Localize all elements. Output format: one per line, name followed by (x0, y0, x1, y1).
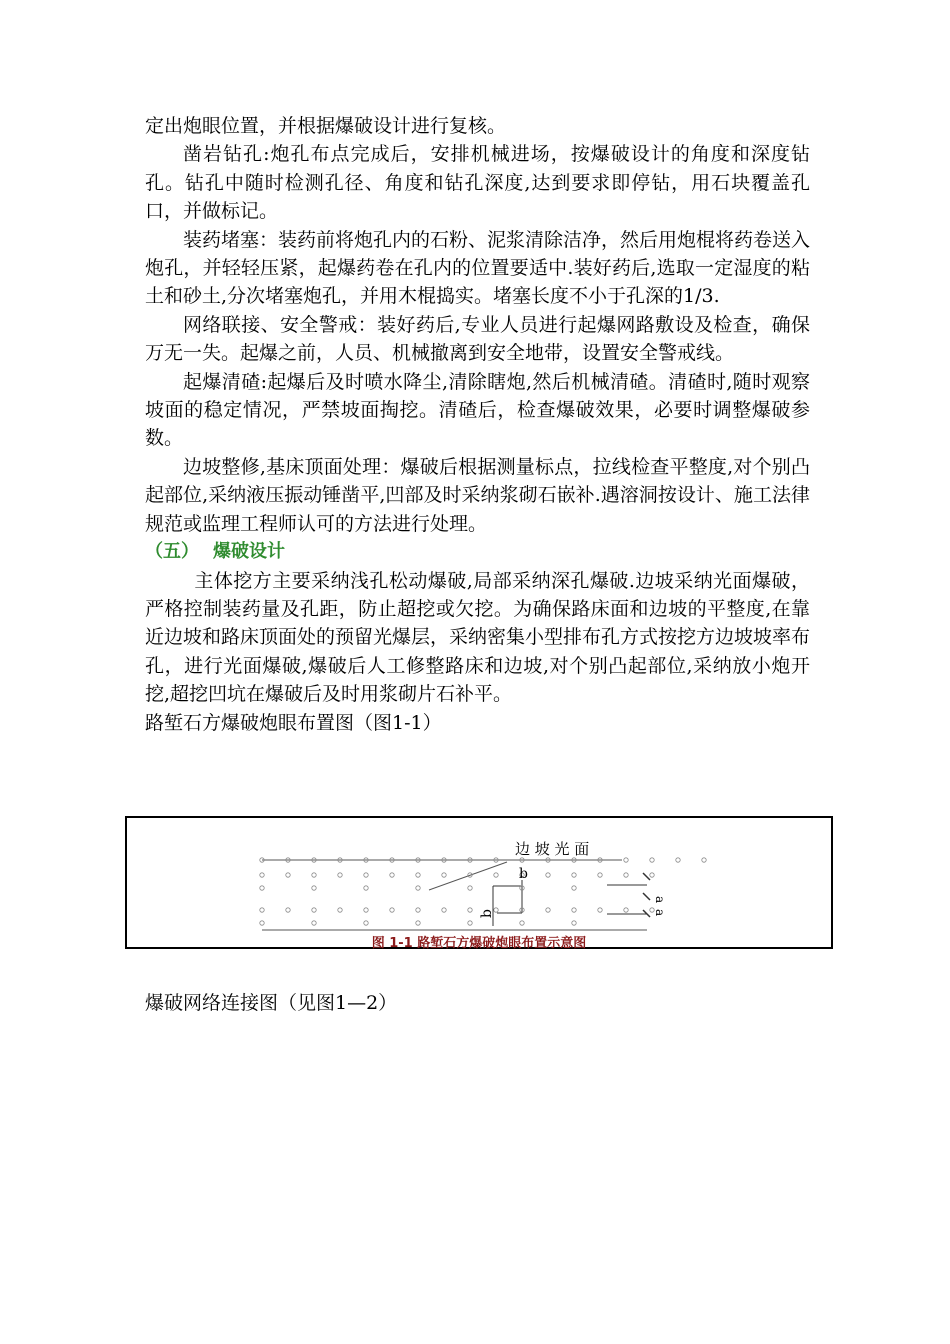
blast-hole (520, 921, 524, 925)
blast-hole (572, 908, 576, 912)
body-text (145, 112, 810, 737)
blast-hole (494, 873, 498, 877)
blast-hole (416, 908, 420, 912)
blast-hole (624, 858, 628, 862)
network-figure-reference: 爆破网络连接图（见图1—2） (145, 992, 398, 1014)
blast-hole (338, 873, 342, 877)
blast-hole (442, 873, 446, 877)
blast-hole (364, 886, 368, 890)
blast-hole (390, 873, 394, 877)
spacing-label-a-2: a (653, 909, 667, 917)
blast-hole-diagram (127, 818, 831, 947)
paragraph-network: 网络联接、安全警戒：装好药后,专业人员进行起爆网路敷设及检查，确保万无一失。起爆之前，人员、机械撤离到安全地带，设置安全警戒线。 (145, 313, 810, 365)
blast-hole (286, 873, 290, 877)
blast-hole (312, 886, 316, 890)
paragraph-clearing: 起爆清碴:起爆后及时喷水降尘,清除瞎炮,然后机械清碴。清碴时,随时观察坡面的稳定情况，严禁坡面掏挖。清碴后，检查爆破效果，必要时调整爆破参数。 (145, 370, 810, 450)
blast-hole (468, 908, 472, 912)
paragraph-blasting-design: 主体挖方主要采纳浅孔松动爆破,局部采纳深孔爆破.边坡采纳光面爆破，严格控制装药量及孔距，防止超挖或欠挖。为确保路床面和边坡的平整度,在靠近边坡和路床顶面处的预留光爆层，采纳密集小型排布孔方式按挖方边坡坡率布孔，进行光面爆破,爆破后人工修整路床和边坡,对个别凸起部位,采纳放小炮开挖,超挖凹坑在爆破后及时用浆砌片石补平。 (145, 569, 811, 706)
spacing-label-b-side: b (479, 909, 495, 918)
blast-hole (468, 886, 472, 890)
blast-hole (676, 858, 680, 862)
figure-reference: 路堑石方爆破炮眼布置图（图1-1） (145, 711, 442, 734)
blast-hole (468, 921, 472, 925)
blast-hole (312, 908, 316, 912)
blast-hole (546, 873, 550, 877)
blast-hole (364, 921, 368, 925)
blast-hole (312, 921, 316, 925)
blast-hole (260, 873, 264, 877)
blast-hole (702, 858, 706, 862)
a-tick-1 (643, 873, 650, 880)
blast-hole (260, 908, 264, 912)
blast-hole (286, 908, 290, 912)
blast-hole (546, 908, 550, 912)
blast-hole (650, 858, 654, 862)
blast-hole (624, 908, 628, 912)
blast-hole (416, 886, 420, 890)
blast-hole (260, 886, 264, 890)
blast-hole (624, 873, 628, 877)
blast-hole-layout-figure (125, 816, 833, 949)
blast-hole (572, 873, 576, 877)
spacing-label-b-top: b (519, 866, 528, 882)
blast-hole (598, 908, 602, 912)
blast-hole (650, 873, 654, 877)
paragraph-drilling: 凿岩钻孔:炮孔布点完成后，安排机械进场，按爆破设计的角度和深度钻孔。钻孔中随时检测孔径、角度和钻孔深度,达到要求即停钻，用石块覆盖孔口，并做标记。 (145, 143, 810, 223)
blast-hole (416, 873, 420, 877)
blast-hole (416, 921, 420, 925)
blast-hole (390, 908, 394, 912)
paragraph-trimming: 边坡整修,基床顶面处理：爆破后根据测量标点，拉线检查平整度,对个别凸起部位,采纳液压振动锤凿平,凹部及时采纳浆砌石嵌补.遇溶洞按设计、施工法律规范或监理工程师认可的方法进行处理。 (145, 455, 810, 535)
blast-hole (572, 886, 576, 890)
figure-caption: 图 1-1 路堑石方爆破炮眼布置示意图 (371, 936, 587, 951)
paragraph-continuation: 定出炮眼位置，并根据爆破设计进行复核。 (145, 115, 507, 137)
blast-hole (338, 908, 342, 912)
blast-hole (364, 908, 368, 912)
blast-hole (312, 873, 316, 877)
blast-hole (572, 921, 576, 925)
blast-hole (598, 873, 602, 877)
section-heading (145, 538, 810, 566)
blast-hole (260, 921, 264, 925)
blast-hole (442, 908, 446, 912)
spacing-label-a-1: a (653, 896, 667, 904)
section-number: （五） (145, 541, 199, 563)
paragraph-charging: 装药堵塞：装药前将炮孔内的石粉、泥浆清除洁净，然后用炮棍将药卷送入炮孔，并轻轻压紧，起爆药卷在孔内的位置要适中.装好药后,选取一定湿度的粘土和砂土,分次堵塞炮孔，并用木棍捣实。堵塞长度不小于孔深的1/3. (145, 228, 811, 308)
blast-hole (364, 873, 368, 877)
section-title: 爆破设计 (213, 541, 285, 563)
a-tick-2 (643, 893, 650, 900)
slope-label: 边 坡 光 面 (515, 840, 590, 858)
